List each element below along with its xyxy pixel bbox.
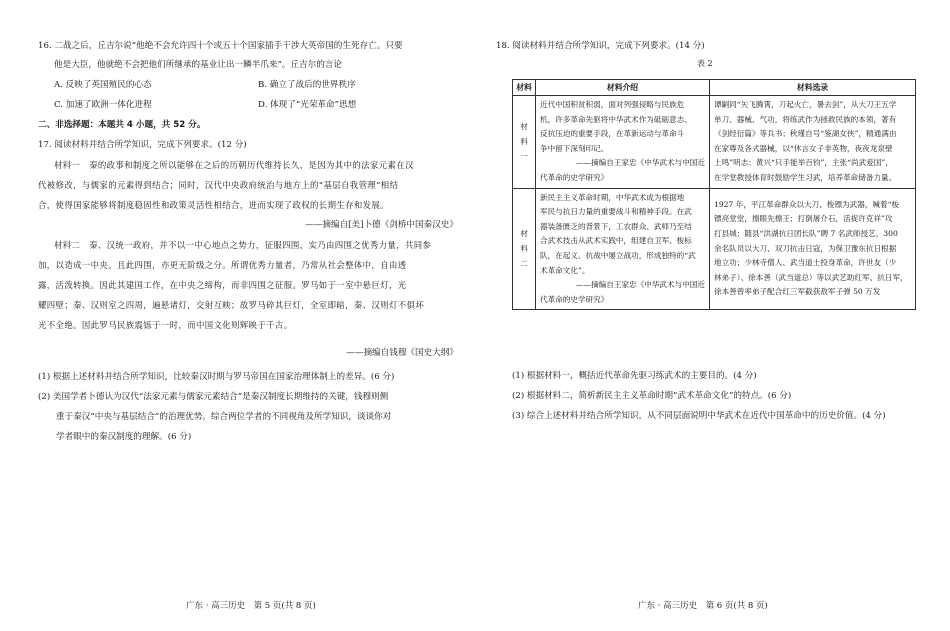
excerpt-line: 徐本善曾率弟子配合红三军截获敌军子弹 50 万发 — [714, 287, 881, 297]
intro-line: 器装备匮乏的背景下，工农群众、武师乃至结 — [540, 221, 692, 231]
material-intro — [536, 96, 710, 189]
excerpt-line: 地立功；少林寺僧人、武当道士投身革命，许世友（少 — [714, 258, 897, 268]
table-header: 材料 — [513, 80, 536, 96]
intro-line: 术革命文化”。 — [540, 265, 590, 275]
intro-line: 军民与抗日力量的重要战斗和精神手段。在武 — [540, 207, 692, 217]
excerpt-line: 在家尊及各式器械，以“休言女子非英物，夜夜龙泉壁 — [714, 143, 893, 153]
excerpt-line: 上鸣”明志；黄兴“只手能举百钧”，主张“尚武爱国”， — [714, 158, 893, 168]
q16-stem-line1: 16. 二战之后，丘吉尔说“他绝不会允许四十个或五十个国家插手干涉大英帝国的生死存亡。只要 — [38, 41, 403, 51]
table-header-row — [513, 80, 916, 96]
table-header: 材料介绍 — [536, 80, 710, 96]
q16-option-d: D. 体现了“光荣革命”思想 — [258, 100, 357, 110]
excerpt-line: 镖亮堂堂，擦眼先擦王；打倒屠介石，活捉许克祥”攻 — [714, 214, 893, 224]
table-header: 材料选录 — [710, 80, 916, 96]
right-page — [475, 0, 950, 631]
intro-line: 合武术技击从武术实践中，组建自卫军、梭标 — [540, 236, 692, 246]
intro-line: 近代中国积贫积弱，面对列强侵略与民族危 — [540, 100, 685, 109]
row-label — [513, 96, 536, 189]
material-excerpt — [710, 96, 916, 189]
q18-intro: 18. 阅读材料并结合所学知识，完成下列要求。(14 分) — [496, 41, 705, 51]
q17-material2-source: ——摘编自钱穆《国史大纲》 — [346, 348, 458, 358]
q18-req2: (2) 根据材料二，简析新民主主义革命时期“武术革命文化”的特点。(6 分) — [512, 391, 792, 401]
q17-req2-line2: 重于秦汉“中央与基层结合”的治理优势。综合两位学者的不同视角及所学知识，谈谈你对 — [56, 412, 392, 422]
intro-source-cont: 代革命的史学研究》 — [540, 172, 609, 182]
q17-req2-line3: 学者眼中的秦汉制度的理解。(6 分) — [56, 432, 192, 442]
q16-option-b: B. 确立了战后的世界秩序 — [258, 80, 356, 90]
intro-line: 队，在起义、抗战中屡立战功，形成独特的“武 — [540, 250, 696, 260]
material-excerpt — [710, 188, 916, 310]
q16-option-c: C. 加速了欧洲一体化进程 — [54, 100, 152, 110]
q17-material1-source: ——摘编自[美]卜德《剑桥中国秦汉史》 — [305, 220, 458, 230]
excerpt-line: 在学堂教授体育时鼓励学生习武，培养革命储备力量。 — [714, 172, 897, 182]
page-footer: 广东 · 高三历史 第 6 页(共 8 页) — [638, 601, 768, 611]
excerpt-line: 《剑经衍篇》等兵书；秋瑾自号“鉴湖女侠”，精通满由 — [714, 129, 897, 139]
intro-line: 新民主主义革命时期，中华武术成为根据地 — [540, 192, 685, 202]
row-label-char: 一 — [520, 152, 528, 162]
excerpt-line: 林弟子）、徐本善（武当道总）等以武艺助红军、抗日军， — [714, 272, 908, 282]
row-label — [513, 188, 536, 310]
excerpt-line: 余名队员以大刀、双刀抗击日寇，为保卫豫东抗日根据 — [714, 243, 897, 253]
q17-req1: (1) 根据上述材料并结合所学知识，比较秦汉时期与罗马帝国在国家治理体制上的差异。(6 分) — [38, 372, 395, 382]
row-label-char: 二 — [520, 259, 528, 269]
row-label-char: 材 — [520, 229, 528, 239]
q17-req2-line1: (2) 美国学者卜德认为汉代“法家元素与儒家元素结合”是秦汉制度长期维持的关键，钱穆则侧 — [38, 392, 389, 402]
q16-stem-line2: 他是大臣，他就绝不会把他们所继承的基业让出一鳞半爪来”。丘吉尔的言论 — [54, 60, 342, 70]
q16-option-a: A. 反映了英国殖民的心态 — [54, 80, 152, 90]
q17-material1-line2: 代被修改，与儒家的元素得到结合；同时，汉代中央政府统治与地方上的“基层自我管理”相结 — [38, 180, 399, 190]
q17-material2-line4: 耀四壁；秦、汉则室之四周，遍悬诸灯，交射互映；故罗马碎其巨灯，全室即暗，秦、汉则灯不俱坏 — [38, 300, 425, 310]
excerpt-line: 谭嗣同“矢飞腾霄，刀起火亡，暑去剑”，从大刀王五学 — [714, 100, 897, 109]
q17-material2-line1: 材料二 秦、汉统一政府，并不以一中心地点之势力，征服四围，实乃由四围之优秀力量，共同参 — [54, 240, 432, 250]
q17-material2-line3: 露，活泼转换。因此其建国工作，在中央之缔构，而非四围之征服。罗马如于一室中悬巨灯，光 — [38, 280, 407, 290]
intro-source-cont: 代革命的史学研究》 — [540, 294, 609, 304]
intro-line: 机，许多革命先驱将中华武术作为砥砺意志、 — [540, 114, 692, 124]
materials-table — [512, 79, 916, 310]
excerpt-line: 打县城；随县“洪湖抗日团长队”聘 7 名武师授艺，300 — [714, 229, 898, 239]
intro-line: 争中留下深刻印记。 — [540, 143, 609, 153]
q17-material1-line1: 材料一 秦的政事和制度之所以能够在之后的历朝历代维持长久，是因为其中的法家元素在汉 — [54, 160, 414, 170]
table-row — [513, 188, 916, 310]
intro-line: 反抗压迫的重要手段，在革新运动与革命斗 — [540, 129, 685, 139]
page-footer: 广东 · 高三历史 第 5 页(共 8 页) — [186, 601, 316, 611]
q18-req1: (1) 根据材料一，概括近代革命先驱习练武术的主要目的。(4 分) — [512, 371, 757, 381]
intro-source: ——摘编自王家忠《中华武术与中国近 — [575, 158, 705, 168]
table-row — [513, 96, 916, 189]
q17-intro: 17. 阅读材料并结合所学知识，完成下列要求。(12 分) — [38, 140, 247, 150]
q17-material2-line5: 光不全绝。因此罗马民族震铄于一时，而中国文化则辉映于千古。 — [38, 320, 293, 330]
row-label-char: 材 — [520, 122, 528, 132]
q18-req3: (3) 综合上述材料并结合所学知识，从不同层面说明中华武术在近代中国革命中的历史价值。(4 分) — [512, 411, 886, 421]
row-label-char: 料 — [520, 137, 528, 147]
excerpt-line: 单刀、器械、气功，将练武作为拯救民族的本领，著有 — [714, 114, 897, 124]
section-title: 二、非选择题：本题共 4 小题，共 52 分。 — [38, 120, 206, 130]
q17-material1-line3: 合，使得国家能够将制度稳固性和政策灵活性相结合，进而实现了政权的长期生存和发展。 — [38, 200, 389, 210]
row-label-char: 料 — [520, 244, 528, 254]
excerpt-line: 1927 年，平江革命群众以大刀、梭镖为武器，喊着“梭 — [714, 199, 900, 209]
q17-material2-line2: 加，以造成一中央。且此四围，亦更无阶级之分。所谓优秀力量者，乃常从社会整体中，自由透 — [38, 260, 407, 270]
material-intro — [536, 188, 710, 310]
table-title: 表 2 — [697, 59, 713, 68]
intro-source: ——摘编自王家忠《中华武术与中国近 — [575, 280, 705, 290]
